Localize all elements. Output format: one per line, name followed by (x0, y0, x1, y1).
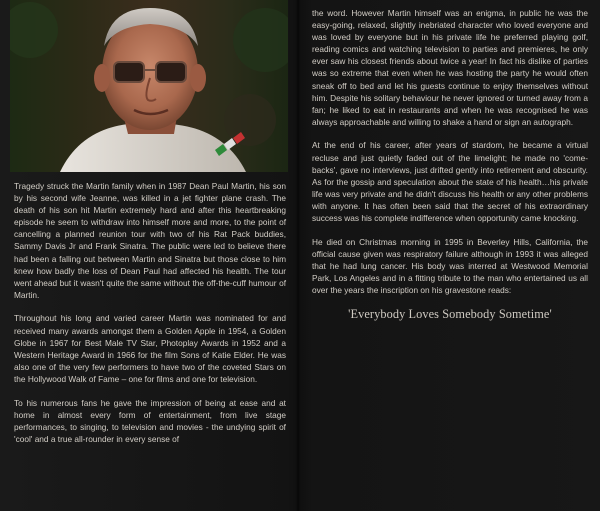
portrait-image (10, 0, 288, 172)
right-column (312, 7, 588, 320)
gravestone-quote: 'Everybody Loves Somebody Sometime' (348, 306, 552, 321)
left-column (14, 180, 286, 456)
right-paragraph-3: He died on Christmas morning in 1995 in Beverley Hills, California, the official cause given was respiratory failure although in 1993 it was alleged that he had lung cancer. His body was interred at Westwood Memorial Park, Los Angeles and in a fitting tribute to the man who entertained us all over the years the inscription on his gravestone reads: (312, 236, 588, 295)
page-fold (296, 0, 300, 511)
left-paragraph-3: To his numerous fans he gave the impression of being at ease and at home in almost every form of entertainment, from live stage performances, to singing, to television and movies - the undying spirit of 'cool' and a true all-rounder in every sense of (14, 397, 286, 444)
right-paragraph-2: At the end of his career, after years of stardom, he became a virtual recluse and just quietly faded out of the limelight; he made no 'come-backs', gave no interviews, just drifted gently into retirement and obscurity. As for the gossip and speculation about the state of his health…his private life was very private and he didn't discuss his health or any other problems with anyone. It has often been said that the secret of his extraordinary success was his complete indifference when opportunity came knocking. (312, 140, 588, 223)
portrait-photo (10, 0, 288, 172)
left-paragraph-1: Tragedy struck the Martin family when in 1987 Dean Paul Martin, his son by his second wife Jeanne, was killed in a jet fighter plane crash. The death of his son hit Martin extremely hard and after this heartbreaking episode he seem to withdraw into himself more and more, to the point of cancelling a planned reunion tour with two of his Rat Pack buddies, Sammy Davis Jr and Frank Sinatra. The public were led to believe there had been a falling out between Martin and Sinatra but those close to him knew how badly the loss of Dean Paul had affected his health. The tour went ahead but it wasn't quite the same without the off-the-cuff humour of Martin. (14, 181, 286, 300)
left-paragraph-2: Throughout his long and varied career Martin was nominated for and received many awards amongst them a Golden Apple in 1954, a Golden Globe in 1967 for Best Male TV Star, Photoplay Awards in 1952 and a Western Heritage Award in 1966 for the film Sons of Katie Elder. He was also one of the very few performers to have two of the coveted Stars on the Hollywood Walk of Fame – one for films and one for television. (14, 313, 286, 384)
right-paragraph-1: the word. However Martin himself was an enigma, in public he was the easy-going, relaxed, slightly inebriated character who loved everyone and was loved by everyone but in his private life he preferred playing golf, reading comics and watching television to parties and premieres, he only ever saw his closest friends about twice a year! In fact his dislike of parties was so extreme that even when he was hosting the party he would often sneak off to bed and let his guests continue to enjoy themselves without him. Despite his solitary behaviour he never ignored or turned away from a fan; he liked to eat in restaurants and when he was recognised he was always approachable and willing to shake a hand or sign an autograph. (312, 8, 588, 127)
